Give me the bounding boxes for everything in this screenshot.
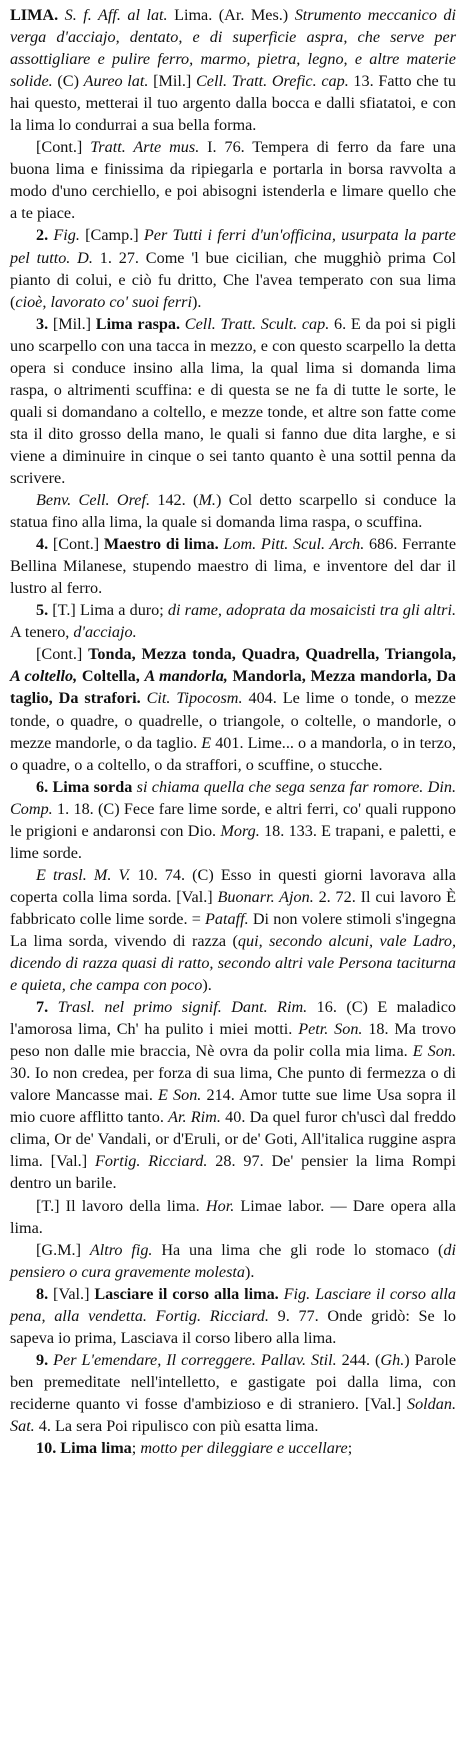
text-run: 404. Le lime o tonde, o mezze tonde, o quadre, o quadrelle, o triangole, o coltelle, o mandorle, o mezze mandorle, o da taglio. [10,689,456,752]
text-run: 8. [36,1284,49,1303]
text-run: ). [191,292,202,311]
text-run: Lima lima [56,1439,132,1458]
text-run: M. [198,491,216,510]
text-run: Tratt. Arte mus. [90,138,200,157]
text-run: Lima sorda [48,777,133,796]
entry-paragraph [10,643,456,775]
text-run: 30. Io non credea, per forza di sua lima, Che punto di fermezza o di valore Mancasse mai. [10,1064,456,1105]
text-run: 4. La sera Poi ripulisco con più esatta lima. [34,1417,319,1435]
text-run: 9. [36,1350,49,1369]
text-run: 1. 27. Come 'l bue cicilian, che mugghiò prima Col pianto di colui, e ciò fu dritto, Che l'avea temperato con sua lima ( [10,248,456,311]
text-run: Maestro di lima. [103,535,219,554]
text-run: Benv. Cell. Oref. [36,491,151,510]
text-run: ). [202,976,212,995]
text-run: [G.M.] [36,1240,90,1259]
text-run: 7. [36,998,49,1017]
text-run: Coltella, [77,667,145,686]
text-run: Fortig. Ricciard. [94,1152,208,1171]
text-run: si chiama quella che sega senza far romore. Din. Comp. [10,777,456,818]
text-run: 10. [36,1439,57,1458]
text-run: Hor. [205,1196,235,1215]
text-run: 18. 133. E trapani, e paletti, e lime sorde. [10,821,456,862]
text-run: 2. 72. Il cui lavoro È fabbricato colle lime sorde. = [10,887,456,928]
text-run: E [201,733,212,752]
text-run: Pataff. [205,909,249,928]
text-run: Buonarr. Ajon. [217,887,314,906]
entry-paragraph [10,1349,456,1437]
text-run: (C) [52,72,84,91]
text-run: Cell. Tratt. Scult. cap. [180,314,330,333]
text-run: 244. ( [336,1350,381,1369]
text-run: di rame, adoprata da mosaicisti tra gli altri. [167,601,456,620]
text-run: [Cont.] [36,138,91,157]
text-run: 28. 97. De' pensier la lima Rompi dentro un barile. [10,1152,456,1193]
text-run: ; [131,1439,141,1458]
text-run: Trasl. nel primo signif. Dant. Rim. [48,998,308,1017]
text-run: cioè, lavorato co' suoi ferri [15,292,192,311]
text-run: Fig. Lasciare il corso alla pena, alla vendetta. Fortig. Ricciard. [10,1284,457,1325]
text-run: di pensiero o cura gravemente molesta [10,1240,456,1281]
text-run: 16. (C) E maladico l'amorosa lima, Ch' ha pulito i miei motti. [10,998,456,1039]
entry-paragraph [10,1195,456,1239]
entry-paragraph [10,864,456,996]
text-run: Strumento meccanico di verga d'acciajo, dentato, e di superficie aspra, che serve per assottigliare e pulire ferro, marmo, pietra, legno, e altre materie solide. [10,6,456,91]
text-run: E Son. [412,1042,456,1061]
text-run: [Mil.] [148,72,196,91]
text-run: 2. [36,226,49,245]
text-run: 9. 77. Onde gridò: Se lo sapeva io prima, Lasciava il corso libero alla lima. [10,1306,456,1347]
text-run: Gh. [380,1350,405,1369]
text-run: 214. Amor tutte sue lime Usa sopra il mio cuore afflitto tanto. [10,1086,456,1127]
text-run: 18. Ma trovo peso non dalle mie braccia, Nè ovra da polir colla mia lima. [10,1020,457,1061]
text-run: E trasl. M. V. [36,865,131,884]
text-run: 4. [36,535,49,554]
text-run: Morg. [220,821,260,840]
text-run: A mandorla, [144,667,228,686]
entry-paragraph [10,1239,456,1283]
text-run: 5. [36,601,49,620]
text-run: Tonda, Mezza tonda, Quadra, Quadrella, Triangola, [88,645,456,664]
text-run: Lom. Pitt. Scul. Arch. [218,535,365,554]
text-run: [Cont.] [36,645,89,664]
entry-paragraph [10,489,456,533]
text-run: Lasciare il corso alla lima. [94,1284,279,1303]
text-run: 1. 18. (C) Fece fare lime sorde, e altri ferri, co' quali ruppono le prigioni e andaronsi con Dio. [10,799,456,840]
entry-paragraph [10,533,456,599]
text-run: 401. Lime... o a mandorla, o in terzo, o quadre, o a coltello, o da straffori, o scuffine, o stucche. [10,733,456,774]
text-run: E Son. [158,1086,202,1105]
text-run: ). [244,1262,255,1281]
text-run: ) Parole ben premeditate nell'intelletto, e gastigate poi dalla lima, con reciderne quanto vi fosse d'ambizioso e di straniero. [Val.] [10,1350,456,1413]
text-run: 13. Fatto che tu hai questo, metterai il tuo argento dalla bocca e dalli sfiatatoi, e con la lima lo condurrai a sua bella forma. [10,72,456,135]
text-run: Limae labor. — Dare opera alla lima. [10,1196,456,1237]
text-run: ; [347,1439,353,1458]
text-run: I. 76. Tempera di ferro da fare una buona lima e finissima da ripiegarla e portarla in borsa ravvolta a modo d'uno cerchiello, e poi abisogni istenderla e limare quello che a te piace. [10,138,456,223]
entry-paragraph [10,599,456,643]
text-run: [Val.] [48,1284,95,1303]
entry-paragraph [10,996,456,1194]
text-run: 142. ( [150,491,199,510]
entry-paragraph [10,1283,456,1349]
text-run: [Mil.] [48,314,96,333]
text-run: motto per dileggiare e uccellare [140,1439,348,1458]
text-run: Cit. Tipocosm. [140,689,243,708]
text-run: Cell. Tratt. Orefic. cap. [195,72,349,91]
entry-paragraph [10,1437,456,1459]
text-run: Per Tutti i ferri d'un'officina, usurpata la parte pel tutto. D. [10,226,456,267]
text-run: Soldan. Sat. [10,1394,456,1435]
entry-paragraph [10,224,456,312]
text-run: 10. 74. (C) Esso in questi giorni lavorava alla coperta colla lima sorda. [Val.] [10,865,456,906]
text-run: ) Col detto scarpello si conduce la statua fino alla lima, la quale si domanda lima raspa, o scuffina. [10,491,457,532]
text-run: S. f. Aff. al lat. [58,6,168,24]
text-run: Lima. (Ar. Mes.) [167,6,295,24]
entry-paragraph [10,313,456,489]
text-run: 6. [36,777,49,796]
text-run: 3. [36,314,49,333]
text-run: Petr. Son. [298,1020,363,1039]
text-run: LIMA. [10,6,59,24]
entry-paragraph [10,776,456,864]
entry-paragraph [10,4,456,136]
text-run: 40. Da quel furor ch'uscì dal freddo clima, Or de' Vandali, or d'Eruli, or de' Goti, All'italica ruggine aspra lima. [Val.] [10,1108,457,1171]
text-run: Aureo lat. [83,72,149,91]
text-run: Lima raspa. [95,314,181,333]
text-run: Ha una lima che gli rode lo stomaco ( [152,1240,444,1259]
text-run: Ar. Rim. [168,1108,221,1127]
text-run: Di non volere stimoli s'ingegna La lima sorda, vivendo di razza ( [10,909,456,950]
text-run: Per L'emendare, Il correggere. Pallav. Stil. [48,1350,337,1369]
text-run: d'acciajo. [73,623,137,642]
text-run: 686. Ferrante Bellina Milanese, stupendo maestro di lima, e inventore del dar il lustro al ferro. [10,535,457,598]
text-run: Altro fig. [89,1240,153,1259]
text-run: [Camp.] [79,226,144,245]
text-run: [T.] Lima a duro; [48,601,168,620]
entry-paragraph [10,136,456,224]
text-run: Mandorla, Mezza mandorla, Da taglio, Da strafori. [10,667,456,708]
text-run: A tenero, [10,623,74,642]
text-run: qui, secondo alcuni, vale Ladro, dicendo di razza quasi di ratto, secondo altri vale Persona taciturna e quieta, che campa con poco [10,931,456,995]
text-run: [T.] Il lavoro della lima. [36,1196,206,1215]
text-run: 6. E da poi si pigli uno scarpello con una tacca in mezzo, e con questo scarpello la detta opera si conduce insino alla lima, la qual lima si domanda lima raspa, o altrimenti scuffina: e di questa se ne fa di tutte le sorte, le quali si domandano a coltello, e mezze tonde, et altre son fatte come sta il dito grosso della mano, le quali si fanno due dita larghe, e si viene a diminuire in cinque o sei tanto quanto è una sottil penna da scrivere. [10,314,456,487]
text-run: A coltello, [10,667,78,686]
text-run: [Cont.] [48,535,104,554]
dictionary-entry-lima [10,4,456,1459]
text-run: Fig. [48,226,80,245]
